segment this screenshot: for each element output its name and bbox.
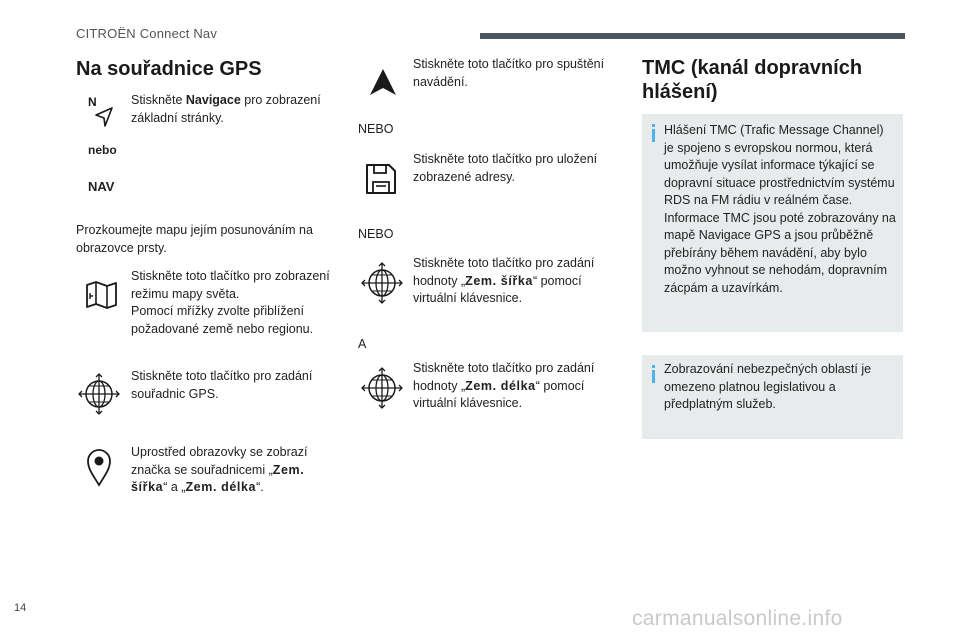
globe-gps-icon	[77, 372, 121, 416]
tmc-info-box	[642, 114, 903, 332]
navigation-arrow-icon	[88, 95, 118, 132]
tmc-info-text: Hlášení TMC (Trafic Message Channel) je spojeno s evropskou normou, která umožňuje vysílat informace týkající se dopravní situace prostřednictvím systému RDS na FM rádiu v reálném čase. Informace TMC jsou poté zobrazovány na mapě Navigace GPS a jsou průběžně přebírány během navádění, aby bylo možno vyhnout se nehodám, dopravním zácpám a uzavírkám.	[664, 123, 896, 295]
start-navigation-arrow-icon	[367, 66, 399, 98]
step-save-address: Stiskněte toto tlačítko pro uložení zobrazené adresy.	[413, 152, 598, 184]
section-heading-gps: Na souřadnice GPS	[76, 58, 262, 80]
step-enter-latitude: Stiskněte toto tlačítko pro zadání hodnoty „Zem. šířka“ pomocí virtuální klávesnice.	[413, 256, 595, 305]
page-number: 14	[14, 602, 27, 614]
globe-longitude-icon	[360, 366, 404, 410]
danger-zones-text: Zobrazování nebezpečných oblastí je omezeno platnou legislativou a předplatným služeb.	[664, 362, 872, 411]
step-coordinate-marker: Uprostřed obrazovky se zobrazí značka se souřadnicemi „Zem. šířka“ a „Zem. délka“.	[131, 445, 308, 494]
location-pin-icon	[85, 447, 113, 487]
step-start-navigation: Stiskněte toto tlačítko pro spuštění navádění.	[413, 57, 605, 89]
or-divider-2: NEBO	[358, 227, 394, 241]
info-icon	[652, 124, 655, 142]
section-heading-tmc: TMC (kanál dopravních hlášení)	[642, 57, 863, 103]
explore-map-text: Prozkoumejte mapu jejím posunováním na obrazovce prsty.	[76, 223, 313, 255]
nav-button-label: NAV	[88, 179, 115, 194]
north-letter: N	[88, 95, 97, 109]
world-map-icon	[84, 277, 120, 313]
step-navigation: Stiskněte Navigace pro zobrazení základní stránky.	[131, 93, 321, 125]
step-gps-coordinates: Stiskněte toto tlačítko pro zadání souřadnic GPS.	[131, 369, 313, 401]
step-enter-longitude: Stiskněte toto tlačítko pro zadání hodnoty „Zem. délka“ pomocí virtuální klávesnice.	[413, 361, 595, 410]
or-label: nebo	[88, 143, 117, 157]
info-icon	[652, 365, 655, 383]
running-header: CITROËN Connect Nav	[76, 26, 218, 41]
save-floppy-icon	[363, 161, 399, 197]
danger-zones-box	[642, 355, 903, 439]
watermark: carmanualsonline.info	[632, 607, 843, 630]
or-divider-1: NEBO	[358, 122, 394, 136]
header-rule	[480, 33, 905, 39]
step-world-map: Stiskněte toto tlačítko pro zobrazení režimu mapy světa. Pomocí mřížky zvolte přiblížení požadované země nebo regionu.	[131, 269, 330, 336]
and-divider: A	[358, 337, 367, 351]
globe-latitude-icon	[360, 261, 404, 305]
